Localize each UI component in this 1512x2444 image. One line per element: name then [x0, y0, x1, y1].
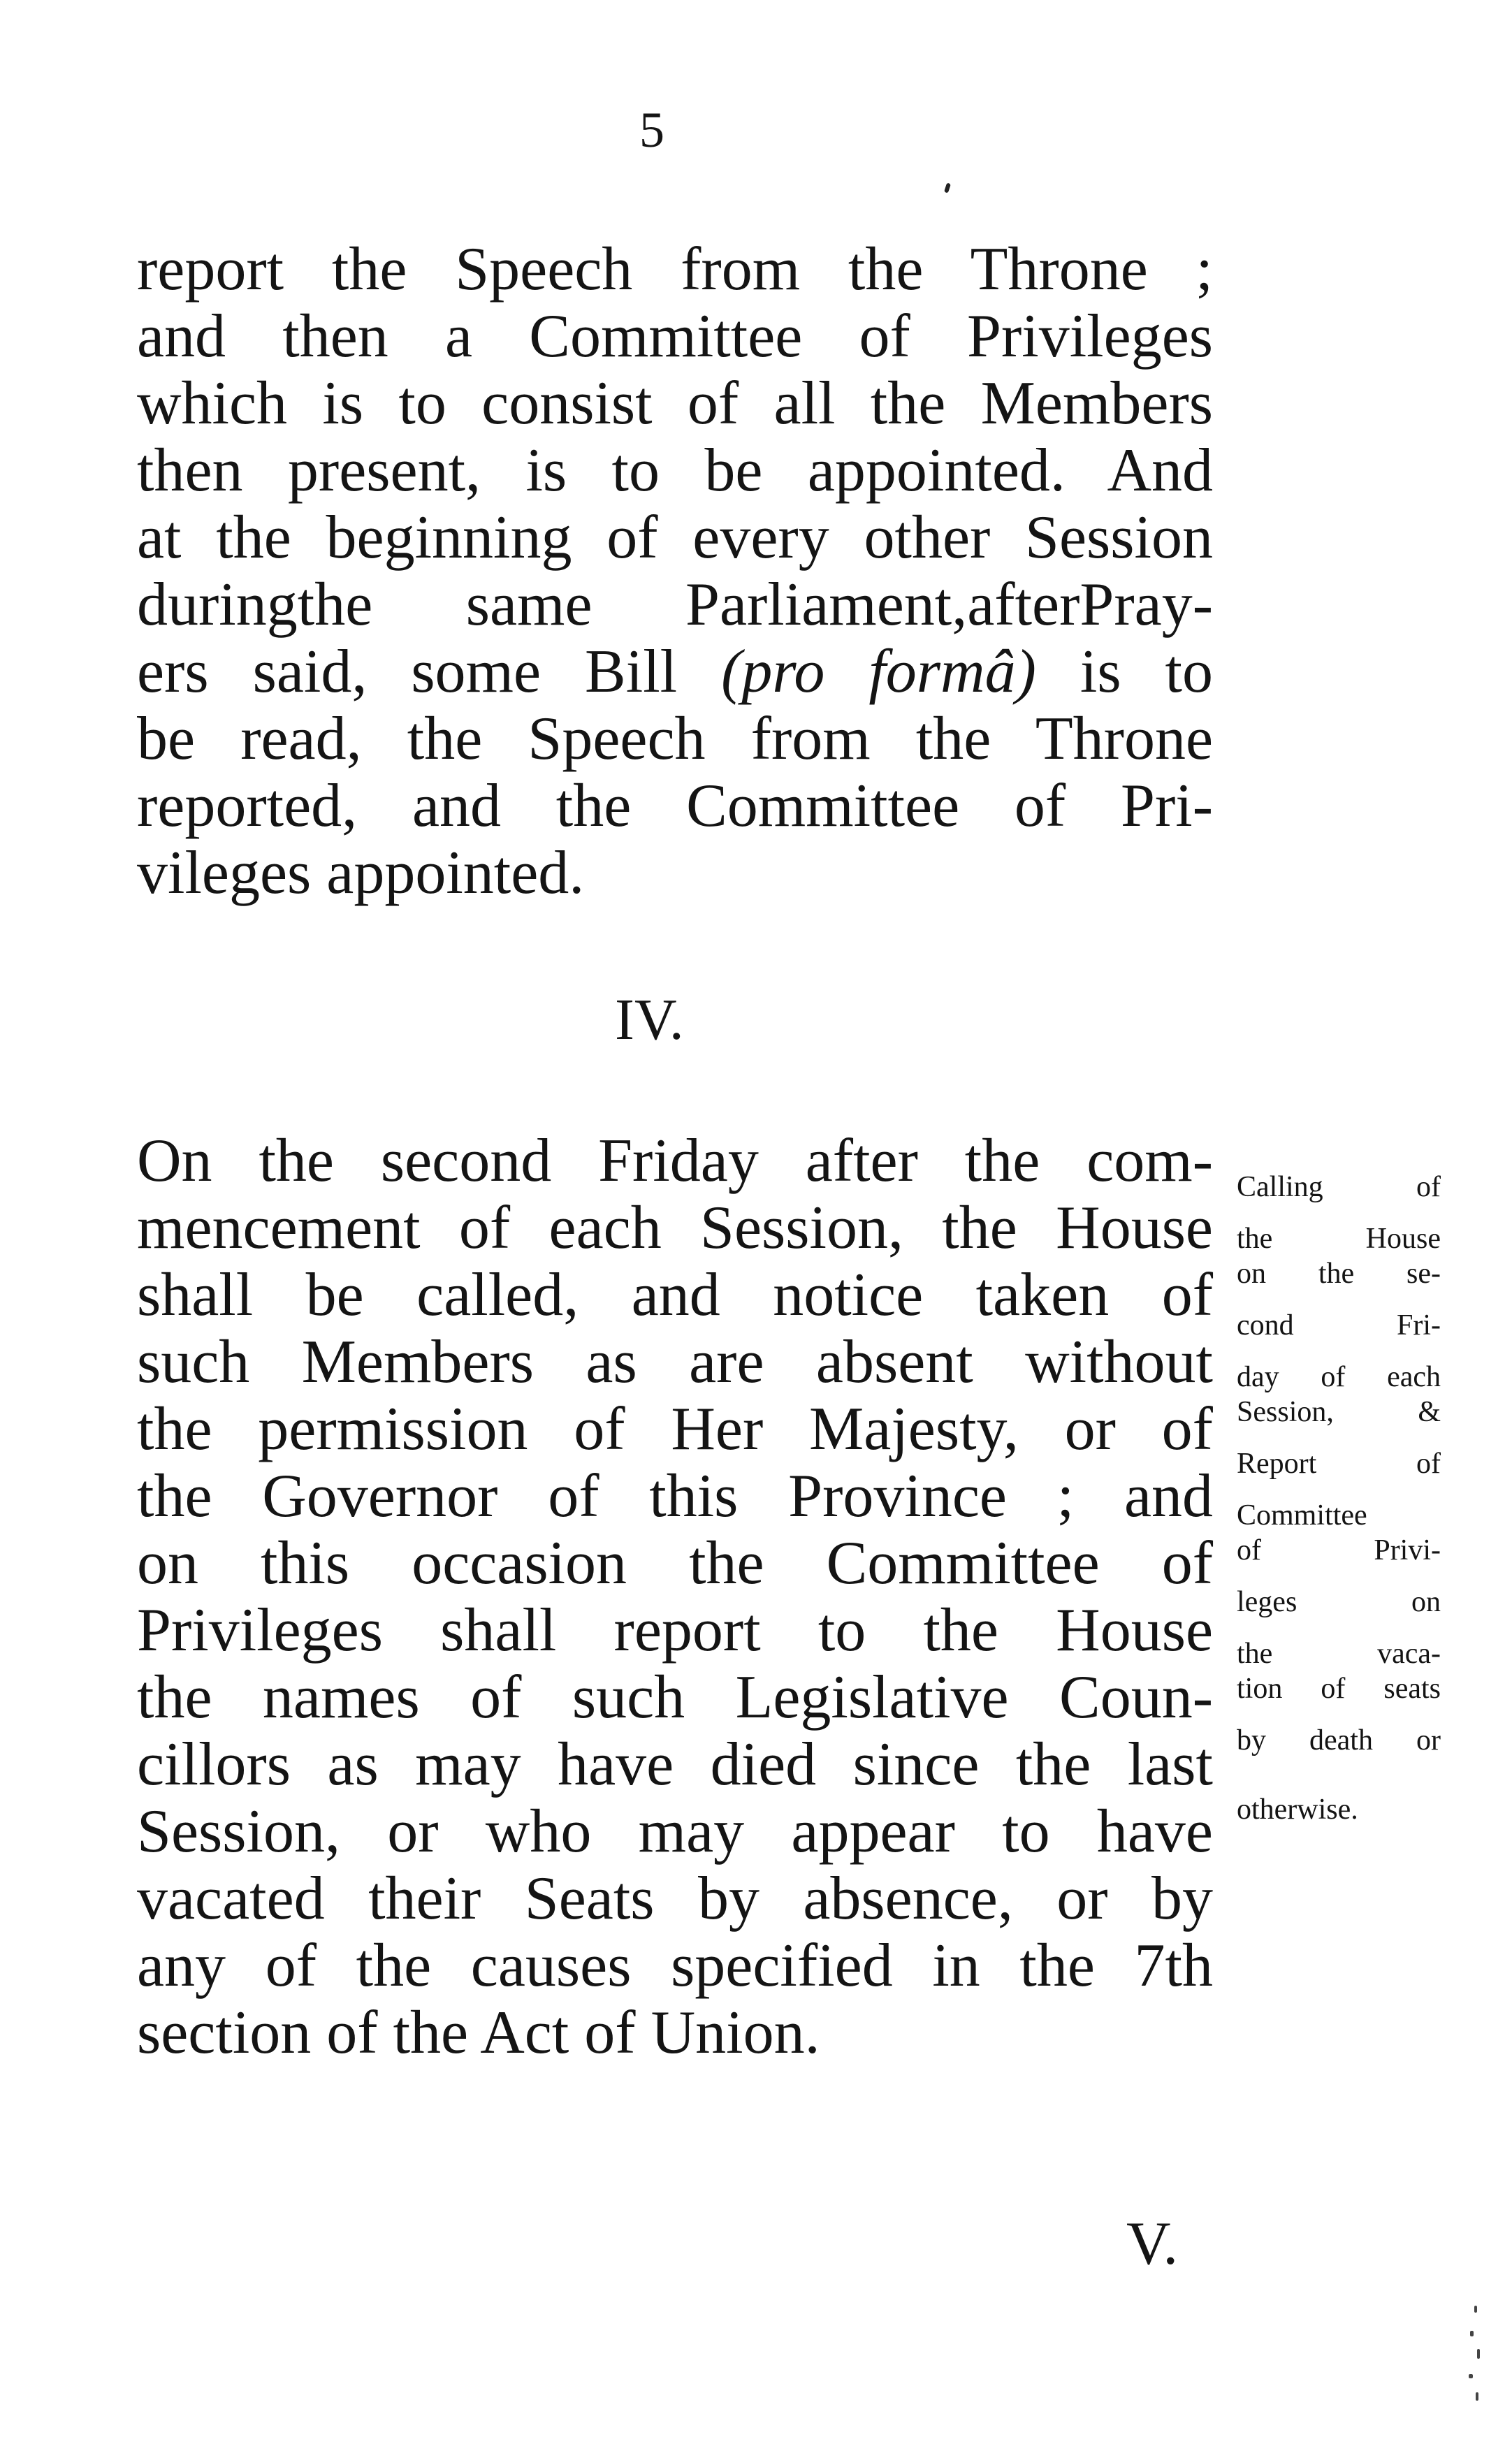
text-line: at the beginning of every other Session	[137, 504, 1213, 572]
text-line: be read, the Speech from the Throne	[137, 705, 1213, 773]
paragraph-rule-iii-continued	[137, 236, 1213, 907]
paragraph-rule-iv	[137, 1128, 1213, 2067]
margin-note	[1237, 1153, 1441, 1845]
section-heading: IV.	[615, 987, 684, 1052]
text-line: On the second Friday after the com-	[137, 1127, 1213, 1195]
text-line: shall be called, and notice taken of	[137, 1261, 1213, 1329]
text-line: Privileges shall report to the House	[137, 1596, 1213, 1664]
text-line-with-italic	[137, 639, 1213, 706]
margin-note-line: Session, &	[1237, 1396, 1441, 1428]
catchword: V.	[1126, 2210, 1179, 2278]
text-line: then present, is to be appointed. And	[137, 437, 1213, 504]
text-line: cillors as may have died since the last	[137, 1731, 1213, 1798]
text-line: report the Speech from the Throne ;	[137, 235, 1213, 303]
text-line: vacated their Seats by absence, or by	[137, 1865, 1213, 1933]
margin-note-line: on the se-	[1237, 1258, 1441, 1290]
margin-note-line: the House	[1237, 1223, 1441, 1255]
page-number: 5	[639, 102, 664, 158]
text-line: section of the Act of Union.	[137, 1999, 820, 2067]
margin-note-line: otherwise.	[1237, 1794, 1358, 1826]
text-line: the Governor of this Province ; and	[137, 1462, 1213, 1530]
margin-note-line: day of each	[1237, 1361, 1441, 1393]
margin-note-line: by death or	[1237, 1724, 1441, 1756]
margin-note-line: cond Fri-	[1237, 1309, 1441, 1341]
text-line: vileges appointed.	[137, 839, 585, 907]
text-line: and then a Committee of Privileges	[137, 303, 1213, 370]
text-line: duringthe same Parliament,afterPray-	[137, 571, 1213, 639]
text-line: on this occasion the Committee of	[137, 1529, 1213, 1597]
margin-note-line: of Privi-	[1237, 1534, 1441, 1566]
text-line: any of the causes specified in the 7th	[137, 1932, 1213, 2000]
text-segment: is to	[1080, 638, 1213, 706]
text-line: the permission of Her Majesty, or of	[137, 1395, 1213, 1463]
margin-note-line: Committee	[1237, 1499, 1367, 1532]
text-line: such Members as are absent without	[137, 1328, 1213, 1396]
text-line: which is to consist of all the Members	[137, 370, 1213, 437]
text-line: the names of such Legislative Coun-	[137, 1664, 1213, 1731]
ink-speck	[944, 182, 951, 193]
margin-note-line: Calling of	[1237, 1171, 1441, 1203]
text-line: reported, and the Committee of Pri-	[137, 772, 1213, 840]
margin-note-line: the vaca-	[1237, 1638, 1441, 1670]
italic-phrase: (pro formâ)	[721, 638, 1036, 706]
margin-note-line: Report of	[1237, 1448, 1441, 1480]
text-segment: ers said, some Bill	[137, 638, 678, 706]
scan-edge-marks	[1467, 2306, 1484, 2410]
margin-note-line: leges on	[1237, 1586, 1441, 1618]
text-line: Session, or who may appear to have	[137, 1798, 1213, 1865]
text-line: mencement of each Session, the House	[137, 1194, 1213, 1262]
margin-note-line: tion of seats	[1237, 1673, 1441, 1705]
